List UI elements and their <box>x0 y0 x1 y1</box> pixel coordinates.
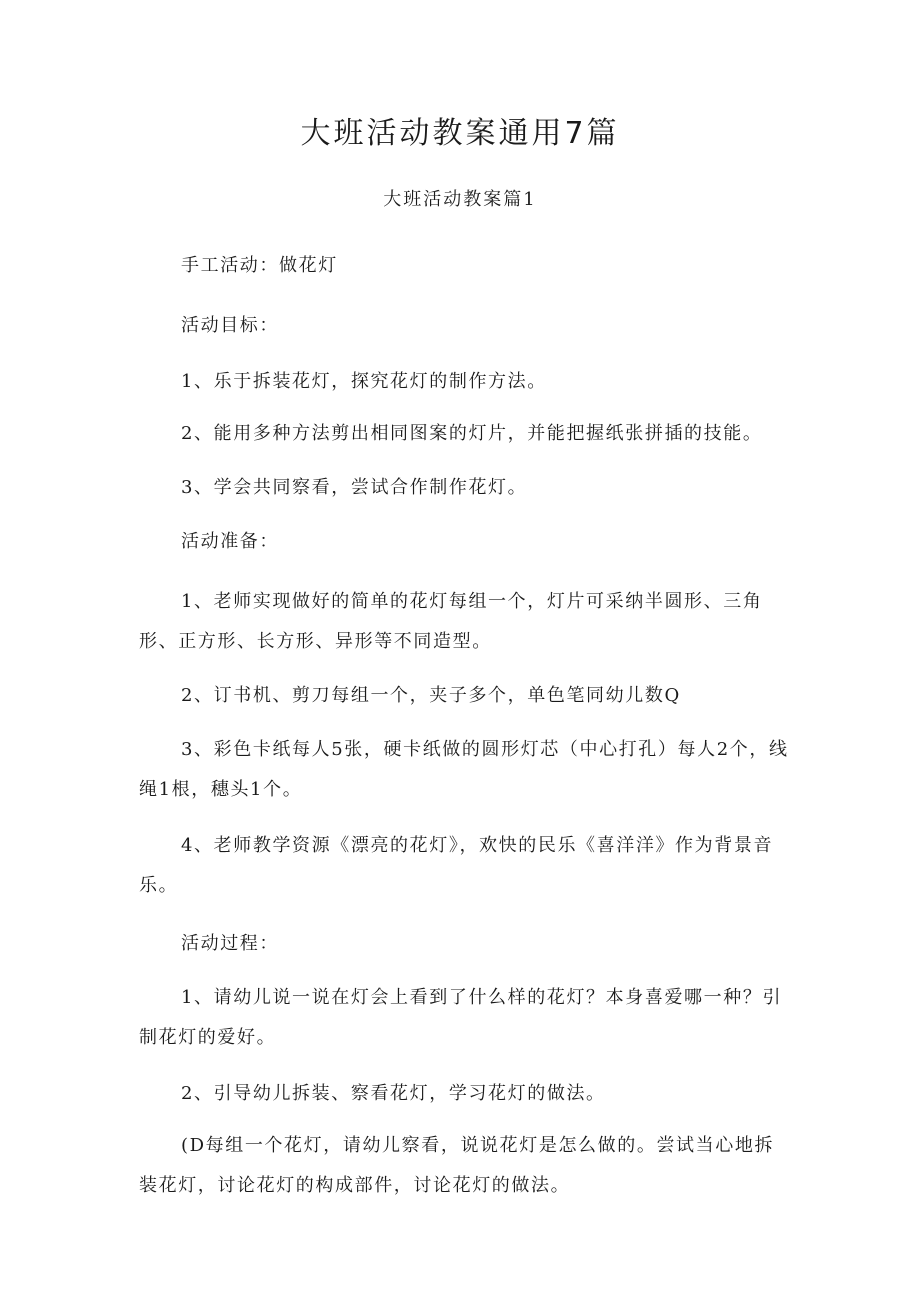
paragraph: 1、老师实现做好的简单的花灯每组一个，灯片可采纳半圆形、三角形、正方形、长方形、异形等不同造型。 <box>139 591 763 652</box>
paragraph: 3、彩色卡纸每人5张，硬卡纸做的圆形灯芯（中心打孔）每人2个，线绳1根，穗头1个。 <box>139 739 789 800</box>
paragraph: 活动过程： <box>181 933 279 954</box>
paragraph: 1、乐于拆装花灯，探究花灯的制作方法。 <box>181 371 547 392</box>
paragraph: 1、请幼儿说一说在灯会上看到了什么样的花灯？本身喜爱哪一种？引制花灯的爱好。 <box>139 987 783 1048</box>
paragraph: 3、学会共同察看，尝试合作制作花灯。 <box>181 477 528 498</box>
paragraph: 活动准备： <box>181 531 279 552</box>
paragraph: 2、订书机、剪刀每组一个，夹子多个，单色笔同幼儿数Q <box>181 685 681 706</box>
paragraph: (D每组一个花灯，请幼儿察看，说说花灯是怎么做的。尝试当心地拆装花灯，讨论花灯的构成部件，讨论花灯的做法。 <box>139 1135 775 1196</box>
paragraph: 2、能用多种方法剪出相同图案的灯片，并能把握纸张拼插的技能。 <box>181 423 763 444</box>
paragraph: 2、引导幼儿拆装、察看花灯，学习花灯的做法。 <box>181 1083 606 1104</box>
paragraph: 活动目标： <box>181 315 279 336</box>
paragraph: 手工活动：做花灯 <box>181 255 338 276</box>
paragraph: 4、老师教学资源《漂亮的花灯》，欢快的民乐《喜洋洋》作为背景音乐。 <box>139 835 774 896</box>
document-title: 大班活动教案通用7篇 <box>300 116 620 151</box>
section-subtitle: 大班活动教案篇1 <box>383 189 537 210</box>
